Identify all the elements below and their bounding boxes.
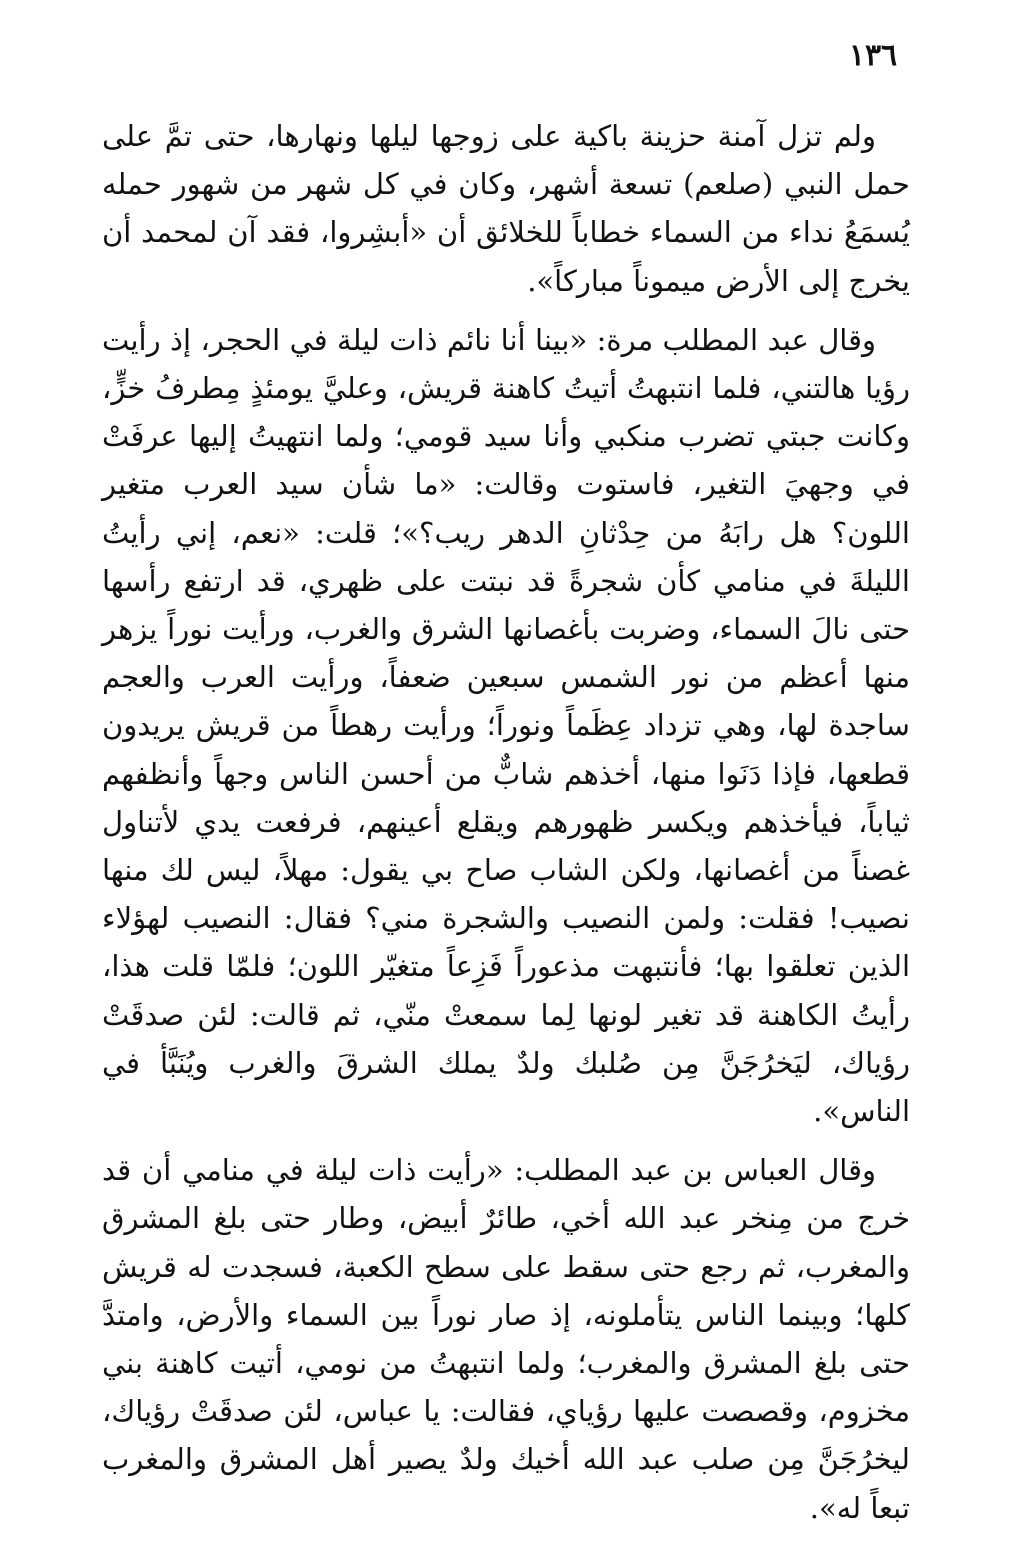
body-text: [102, 112, 910, 1543]
page-number: ١٣٦: [848, 38, 898, 73]
paragraph-amina: ولم تزل آمنة حزينة باكية على زوجها ليلها ونهارها، حتى تمَّ على حمل النبي (صلعم) تسعة أشهر، وكان في كل شهر من شهور حمله يُسمَعُ نداء من السماء خطاباً للخلائق أن «أبشِروا، فقد آن لمحمد أن يخرج إلى الأرض ميموناً مباركاً».: [102, 119, 910, 298]
paragraph-abbas-dream: وقال العباس بن عبد المطلب: «رأيت ذات ليلة في منامي أن قد خرج من مِنخر عبد الله أخي، طائرٌ أبيض، وطار حتى بلغ المشرق والمغرب، ثم رجع حتى سقط على سطح الكعبة، فسجدت له قريش كلها؛ وبينما الناس يتأملونه، إذ صار نوراً بين السماء والأرض، وامتدَّ حتى بلغ المشرق والمغرب؛ ولما انتبهتُ من نومي، أتيت كاهنة بني مخزوم، وقصصت عليها رؤياي، فقالت: يا عباس، لئن صدقَتْ رؤياك، ليخرُجَنَّ مِن صلب عبد الله أخيك ولدٌ يصير أهل المشرق والمغرب تبعاً له».: [102, 1153, 910, 1525]
paragraph-abd-al-muttalib-dream: وقال عبد المطلب مرة: «بينا أنا نائم ذات ليلة في الحجر، إذ رأيت رؤيا هالتني، فلما انتبهتُ أتيتُ كاهنة قريش، وعليَّ يومئذٍ مِطرفُ خزٍّ، وكانت جبتي تضرب منكبي وأنا سيد قومي؛ ولما انتهيتُ إليها عرفَتْ في وجهيَ التغير، فاستوت وقالت: «ما شأن سيد العرب متغير اللون؟ هل رابَهُ من حِدْثانِ الدهر ريب؟»؛ قلت: «نعم، إني رأيتُ الليلةَ في منامي كأن شجرةً قد نبتت على ظهري، قد ارتفع رأسها حتى نالَ السماء، وضربت بأغصانها الشرق والغرب، ورأيت نوراً يزهر منها أعظم من نور الشمس سبعين ضعفاً، ورأيت العرب والعجم ساجدة لها، وهي تزداد عِظَماً ونوراً؛ ورأيت رهطاً من قريش يريدون قطعها، فإذا دَنَوا منها، أخذهم شابٌّ من أحسن الناس وجهاً وأنظفهم ثياباً، فيأخذهم ويكسر ظهورهم ويقلع أعينهم، فرفعت يدي لأتناول غصناً من أغصانها، ولكن الشاب صاح بي يقول: مهلاً، ليس لك منها نصيب! فقلت: ولمن النصيب والشجرة مني؟ فقال: النصيب لهؤلاء الذين تعلقوا بها؛ فأنتبهت مذعوراً فَزِعاً متغيّر اللون؛ فلمّا قلت هذا، رأيتُ الكاهنة قد تغير لونها لِما سمعتْ منّي، ثم قالت: لئن صدقَتْ رؤياك، ليَخرُجَنَّ مِن صُلبك ولدٌ يملك الشرقَ والغرب ويُنَبَّأ في الناس».: [102, 322, 910, 1129]
